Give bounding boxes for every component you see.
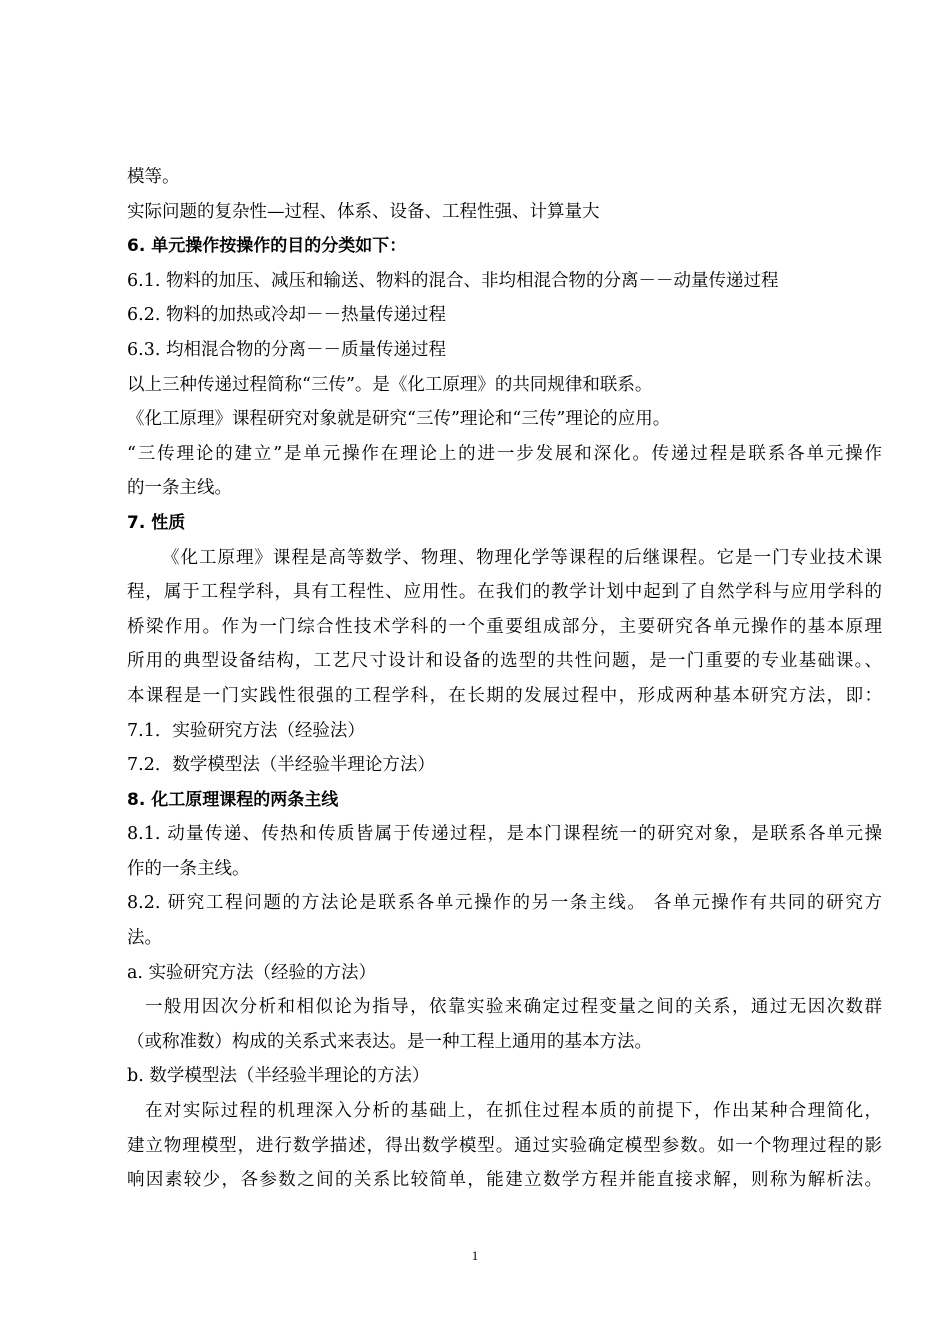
list-item: 7.2．数学模型法（半经验半理论方法） <box>127 755 435 776</box>
list-item: 8.2. 研究工程问题的方法论是联系各单元操作的另一条主线。 各单元操作有共同的研究方 <box>127 893 882 914</box>
body-line: 桥梁作用。作为一门综合性技术学科的一个重要组成部分，主要研究各单元操作的基本原理 <box>127 616 882 637</box>
page-number: 1 <box>471 1248 479 1263</box>
body-line: 本课程是一门实践性很强的工程学科，在长期的发展过程中，形成两种基本研究方法，即： <box>127 685 882 706</box>
section-heading: 8. 化工原理课程的两条主线 <box>127 789 339 810</box>
body-line: 法。 <box>127 928 162 949</box>
body-line: 在对实际过程的机理深入分析的基础上，在抓住过程本质的前提下，作出某种合理简化， <box>145 1101 882 1122</box>
body-line: 《化工原理》课程研究对象就是研究“三传”理论和“三传”理论的应用。 <box>127 409 671 430</box>
body-line: （或称准数）构成的关系式来表达。是一种工程上通用的基本方法。 <box>127 1031 652 1052</box>
document-body <box>127 160 882 1198</box>
body-line: 响因素较少，各参数之间的关系比较简单，能建立数学方程并能直接求解，则称为解析法。 <box>127 1170 882 1191</box>
body-line: 的一条主线。 <box>127 478 232 499</box>
list-item: 8.1. 动量传递、传热和传质皆属于传递过程，是本门课程统一的研究对象，是联系各单元操 <box>127 824 882 845</box>
body-line: 程，属于工程学科，具有工程性、应用性。在我们的教学计划中起到了自然学科与应用学科的 <box>127 582 882 603</box>
body-line: 模等。 <box>127 167 180 187</box>
list-item: 6.3. 均相混合物的分离－－质量传递过程 <box>127 339 446 360</box>
body-line: 实际问题的复杂性—过程、体系、设备、工程性强、计算量大 <box>127 201 600 222</box>
body-line: 建立物理模型，进行数学描述，得出数学模型。通过实验确定模型参数。如一个物理过程的影 <box>127 1135 882 1156</box>
body-line: 所用的典型设备结构，工艺尺寸设计和设备的选型的共性问题，是一门重要的专业基础课。、 <box>127 651 882 672</box>
body-line: 以上三种传递过程简称“三传”。是《化工原理》的共同规律和联系。 <box>127 374 653 395</box>
section-heading: 7. 性质 <box>127 512 186 533</box>
body-line: 作的一条主线。 <box>127 858 250 879</box>
body-line: 《化工原理》课程是高等数学、物理、物理化学等课程的后继课程。它是一门专业技术课 <box>162 547 882 568</box>
list-item: 6.2. 物料的加热或冷却－－热量传递过程 <box>127 305 446 326</box>
section-heading: 6. 单元操作按操作的目的分类如下： <box>127 236 407 257</box>
list-item: 7.1．实验研究方法（经验法） <box>127 720 365 741</box>
list-item: a. 实验研究方法（经验的方法） <box>127 962 377 983</box>
list-item: 6.1. 物料的加压、减压和输送、物料的混合、非均相混合物的分离－－动量传递过程 <box>127 270 779 291</box>
body-line: “三传理论的建立”是单元操作在理论上的进一步发展和深化。传递过程是联系各单元操作 <box>127 443 882 464</box>
list-item: b. 数学模型法（半经验半理论的方法） <box>127 1066 430 1087</box>
body-line: 一般用因次分析和相似论为指导，依靠实验来确定过程变量之间的关系，通过无因次数群 <box>145 997 882 1018</box>
